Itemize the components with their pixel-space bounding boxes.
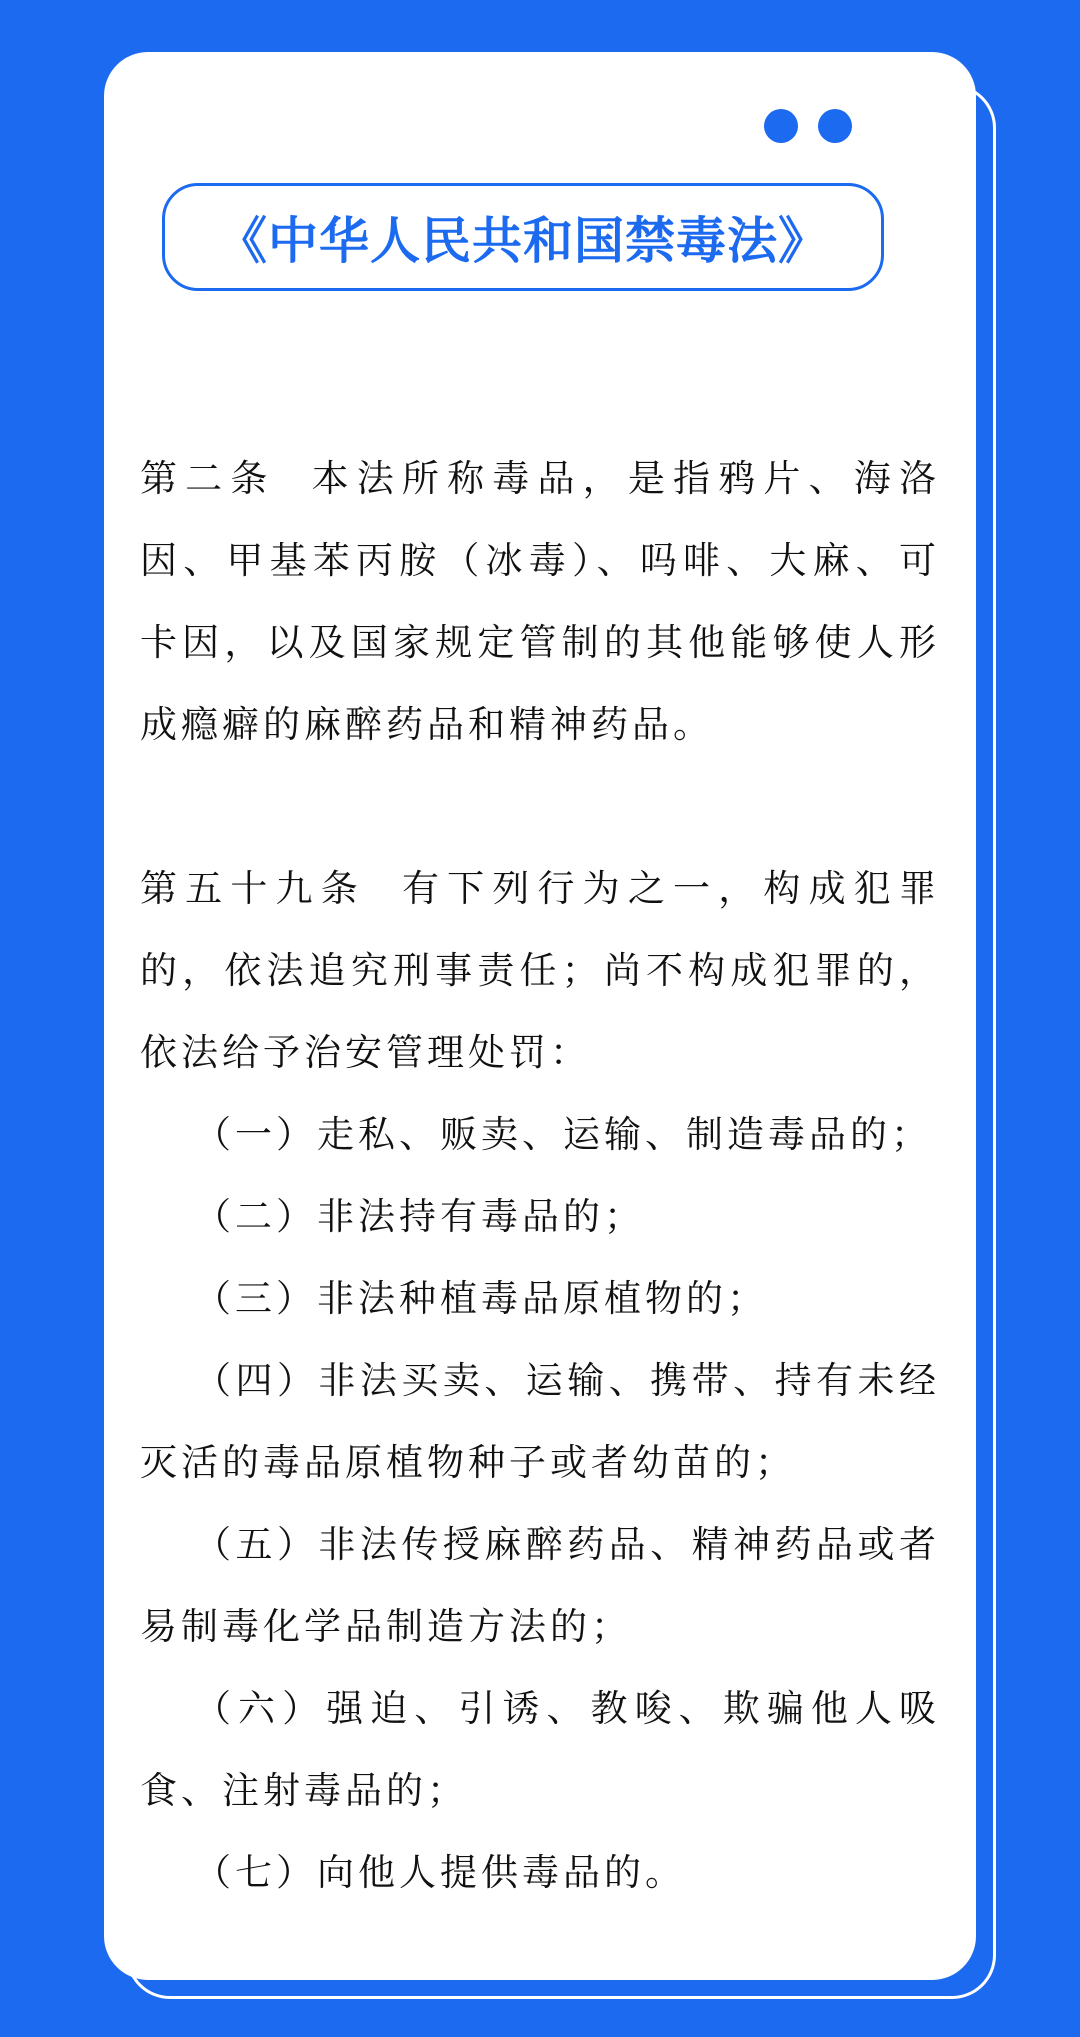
dot-icon [764,109,798,143]
article-item: （三）非法种植毒品原植物的； [194,1277,768,1320]
article-item: （五）非法传授麻醉药品、精神药品或者易制毒化学品制造方法的； [140,1523,940,1648]
law-text [140,438,940,1914]
article-text: 本法所称毒品，是指鸦片、海洛因、甲基苯丙胺（冰毒）、吗啡、大麻、可卡因，以及国家规定管制的其他能够使人形成瘾癖的麻醉药品和精神药品。 [140,457,940,746]
article-paragraph [140,848,940,1094]
article-item: （四）非法买卖、运输、携带、持有未经灭活的毒品原植物种子或者幼苗的； [140,1359,940,1484]
content-card [104,52,976,1980]
page-title: 《中华人民共和国禁毒法》 [217,212,829,270]
article-item: （六）强迫、引诱、教唆、欺骗他人吸食、注射毒品的； [140,1687,940,1812]
article-number: 第五十九条 [140,867,366,910]
article-paragraph [140,438,940,766]
dot-icon [818,109,852,143]
decorative-dots [764,109,852,143]
article-text: 有下列行为之一，构成犯罪的，依法追究刑事责任；尚不构成犯罪的，依法给予治安管理处罚： [140,867,940,1074]
title-banner [162,183,884,291]
article-item: （七）向他人提供毒品的。 [194,1851,686,1894]
article-number: 第二条 [140,457,276,500]
article-item: （一）走私、贩卖、运输、制造毒品的； [194,1113,932,1156]
article-item: （二）非法持有毒品的； [194,1195,645,1238]
